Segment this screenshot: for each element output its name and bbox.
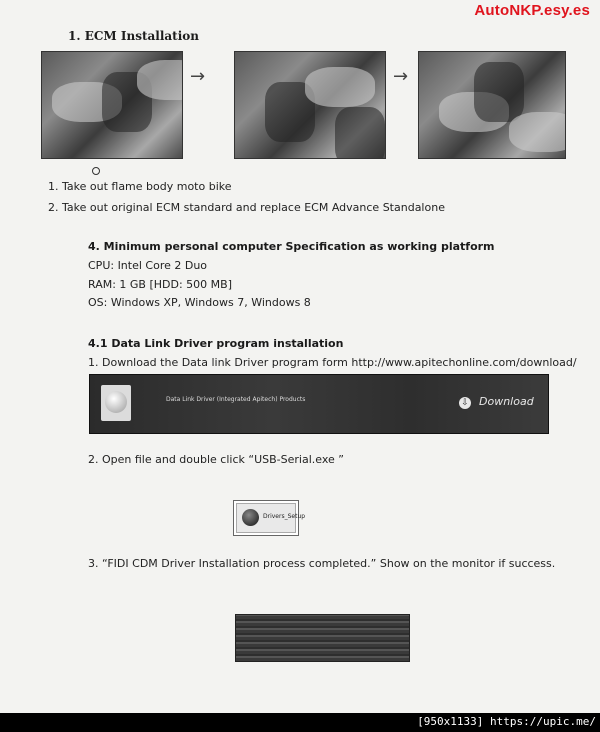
section-heading-driver-install: 4.1 Data Link Driver program installation [88,337,344,350]
apitech-logo-icon [101,385,131,421]
section-heading-ecm-installation: 1. ECM Installation [68,29,199,43]
ecm-step-1: 1. Take out flame body moto bike [48,180,232,193]
photo-step-2 [234,51,386,159]
spec-ram: RAM: 1 GB [HDD: 500 MB] [88,278,233,291]
download-label: Download [479,395,534,408]
drivers-setup-button [233,500,306,536]
watermark: AutoNKP.esy.es [474,2,590,19]
banner-product-text: Data Link Driver (Integrated Apitech) Products [166,396,306,403]
footer-bar [0,713,600,732]
installation-complete-screenshot [235,614,410,662]
download-icon: ⇩ [459,397,471,409]
driver-step-3: 3. “FIDI CDM Driver Installation process completed.” Show on the monitor if success. [88,557,556,570]
section-heading-pc-spec: 4. Minimum personal computer Specification as working platform [88,240,495,253]
download-banner [89,374,549,434]
driver-step-2: 2. Open file and double click “USB-Serial.exe ” [88,453,344,466]
photo-step-1 [41,51,183,159]
bullet-mark [92,167,100,175]
spec-os: OS: Windows XP, Windows 7, Windows 8 [88,296,311,309]
driver-step-1: 1. Download the Data link Driver program form http://www.apitechonline.com/download/ [88,356,577,369]
setup-label: Drivers_Setup [263,513,306,520]
ecm-step-2: 2. Take out original ECM standard and replace ECM Advance Standalone [48,201,445,214]
footer-source: [950x1133] https://upic.me/ [417,715,596,728]
arrow-right-icon: → [190,66,206,87]
spec-cpu: CPU: Intel Core 2 Duo [88,259,208,272]
arrow-right-icon: → [393,66,409,87]
setup-disc-icon [242,509,259,526]
photo-step-3 [418,51,566,159]
